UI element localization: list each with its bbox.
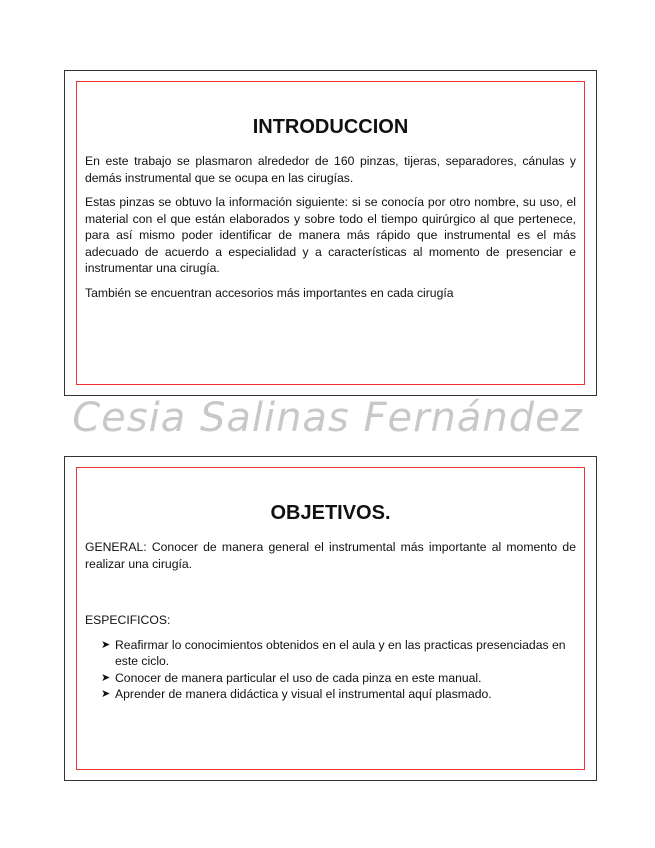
paragraph: En este trabajo se plasmaron alrededor de 160 pinzas, tijeras, separadores, cánulas y demás instrumental que se ocupa en las cirugías. [85,154,576,185]
specific-objectives-label: ESPECIFICOS: [85,613,171,627]
general-objective: GENERAL: Conocer de manera general el instrumental más importante al momento de realizar una cirugía. [85,540,576,571]
arrow-bullet-icon: ➤ [101,688,111,700]
arrow-bullet-icon: ➤ [101,638,111,651]
spacer [77,580,584,612]
list-item [101,670,576,687]
list-item-text: Aprender de manera didáctica y visual el instrumental aquí plasmado. [115,687,492,701]
slide-inner-frame [76,81,585,385]
list-item-text: Conocer de manera particular el uso de cada pinza en este manual. [115,670,482,685]
slide-introduccion [64,70,597,396]
slide-inner-frame [76,467,585,770]
specific-objectives-list [101,637,576,703]
author-watermark: Cesia Salinas Fernández [72,395,583,441]
arrow-bullet-icon: ➤ [101,671,111,684]
slide-objetivos [64,456,597,781]
slide-title: INTRODUCCION [252,116,409,138]
list-item [101,686,576,703]
paragraph: También se encuentran accesorios más importantes en cada cirugía [85,285,454,300]
list-item-text: Reafirmar lo conocimientos obtenidos en el aula y en las practicas presenciadas en este ciclo. [115,637,566,668]
list-item [101,637,576,670]
slide-title: OBJETIVOS. [270,502,391,524]
paragraph: Estas pinzas se obtuvo la información siguiente: si se conocía por otro nombre, su uso, el material con el que están elaborados y sobre todo el tiempo quirúrgico al que pertenece, para así mismo poder identificar de manera más rápido que instrumental es el más adecuado de acuerdo a especialidad y a características al momento de presenciar e instrumentar una cirugía. [85,195,576,275]
